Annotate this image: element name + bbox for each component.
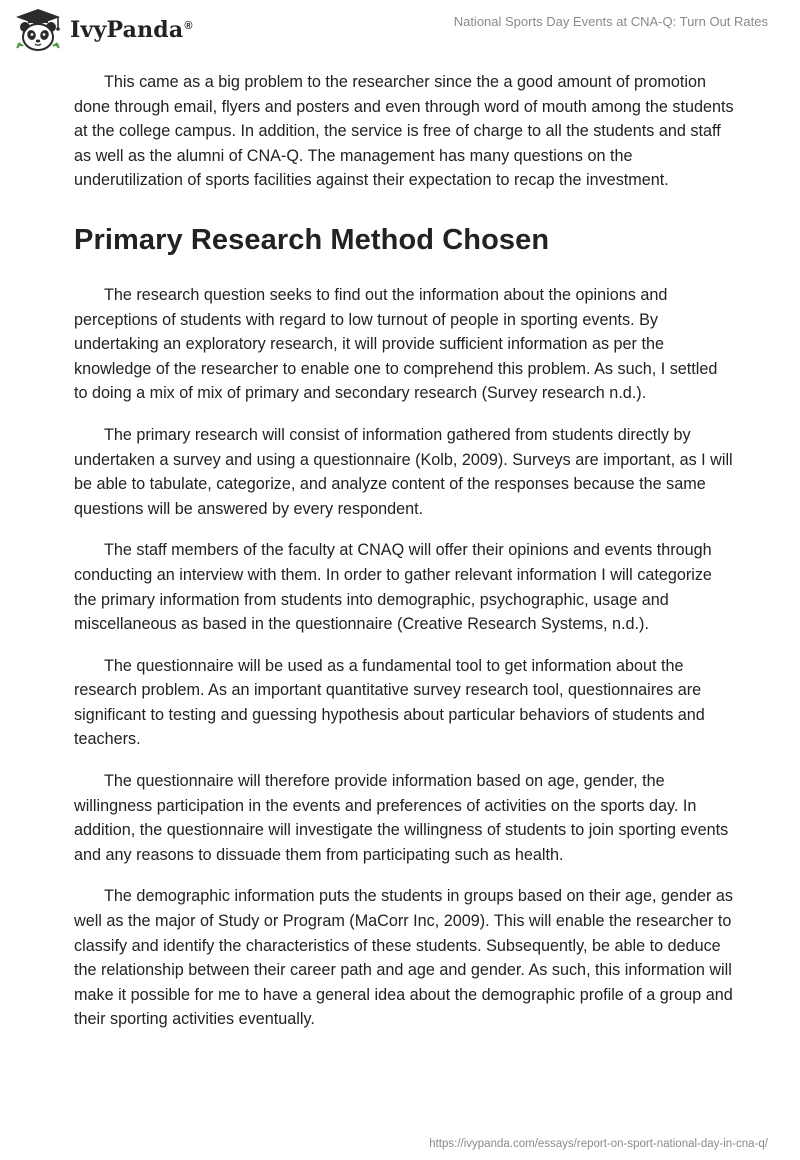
paragraph: The primary research will consist of information gathered from students directly by undertaken a survey and using a questionnaire (Kolb, 2009). Surveys are important, as I will be able to tabulate, categorize, and analyze content of the responses because the same questions will be answered by every respondent. [74,425,733,518]
paragraph: The demographic information puts the students in groups based on their age, gender as well as the major of Study or Program (MaCorr Inc, 2009). This will enable the researcher to classify and identify the characteristics of these students. Subsequently, be able to deduce the relationship between their career path and age and gender. As such, this information will make it possible for me to have a general idea about the demographic profile of a group and their sporting activities eventually. [74,887,734,1029]
paragraph: The questionnaire will therefore provide information based on age, gender, the willingness participation in the events and preferences of activities on the sports day. In addition, the questionnaire will investigate the willingness of students to join sporting events and any reasons to dissuade them from participating such as health. [74,772,729,864]
paragraph: The questionnaire will be used as a fundamental tool to get information about the research problem. As an important quantitative survey research tool, questionnaires are significant to testing and guessing hypothesis about particular behaviors of students and teachers. [74,656,705,749]
section-heading: Primary Research Method Chosen [74,223,550,256]
paragraph: The staff members of the faculty at CNAQ will offer their opinions and events through conducting an interview with them. In order to gather relevant information I will categorize the primary information from students into demographic, psychographic, usage and miscellaneous as based in the questionnaire (Creative Research Systems, n.d.). [74,541,712,634]
logo-text: IvyPanda® [70,17,193,43]
paragraph: The research question seeks to find out the information about the opinions and perceptions of students with regard to low turnout of people in sporting events. By undertaking an exploratory research, it will provide sufficient information as per the knowledge of the researcher to enable one to comprehend this problem. As such, I settled to doing a mix of mix of primary and secondary research (Survey research n.d.). [74,285,718,403]
panda-graduate-icon [14,8,62,52]
source-url-link[interactable]: https://ivypanda.com/essays/report-on-sport-national-day-in-cna-q/ [429,1138,768,1150]
page-header [0,0,800,60]
intro-paragraph: This came as a big problem to the researcher since the a good amount of promotion done through email, flyers and posters and even through word of mouth among the students at the college campus. In addition, the service is free of charge to all the students and staff as well as the alumni of CNA-Q. The management has many questions on the underutilization of sports facilities against their expectation to recap the investment. [74,73,734,190]
ivypanda-logo[interactable] [14,8,193,52]
essay-content [74,70,734,1049]
document-title: National Sports Day Events at CNA-Q: Turn Out Rates [453,14,768,29]
